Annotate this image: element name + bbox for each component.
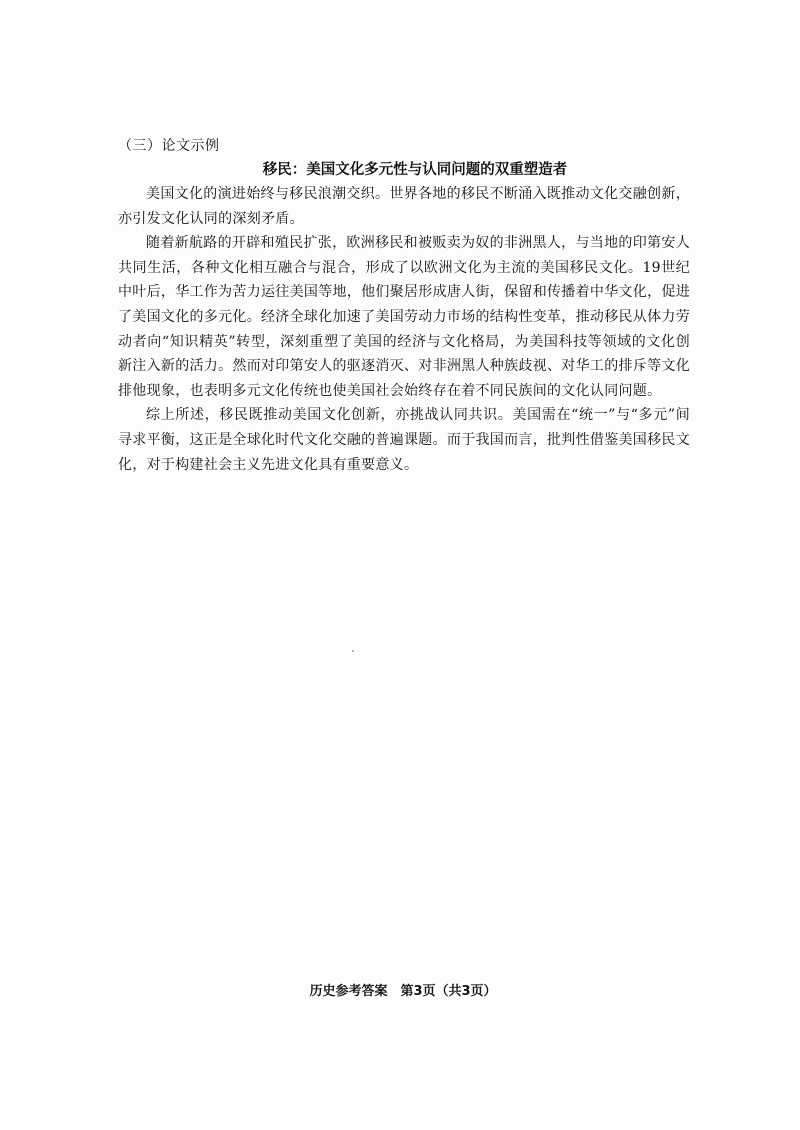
essay-paragraph-conclusion: 综上所述，移民既推动美国文化创新，亦挑战认同共识。美国需在“统一”与“多元”间寻求平衡，这正是全球化时代文化交融的普遍课题。而于我国而言，批判性借鉴美国移民文化，对于构建社会主义先进文化具有重要意义。 — [118, 407, 690, 473]
page-footer: 历史参考答案 第3页（共3页） — [309, 984, 497, 999]
essay-paragraph-intro: 美国文化的演进始终与移民浪潮交织。世界各地的移民不断涌入既推动文化交融创新，亦引发文化认同的深刻矛盾。 — [118, 186, 690, 227]
scan-speck — [352, 650, 354, 652]
essay-title: 移民：美国文化多元性与认同问题的双重塑造者 — [262, 162, 568, 178]
section-heading: （三）论文示例 — [118, 138, 220, 154]
essay-paragraph-argument: 随着新航路的开辟和殖民扩张，欧洲移民和被贩卖为奴的非洲黑人，与当地的印第安人共同生活，各种文化相互融合与混合，形成了以欧洲文化为主流的美国移民文化。19世纪中叶后，华工作为苦力运往美国等地，他们聚居形成唐人街，保留和传播着中华文化，促进了美国文化的多元化。经济全球化加速了美国劳动力市场的结构性变革，推动移民从体力劳动者向“知识精英”转型，深刻重塑了美国的经济与文化格局，为美国科技等领域的文化创新注入新的活力。然而对印第安人的驱逐消灭、对非洲黑人种族歧视、对华工的排斥等文化排他现象，也表明多元文化传统也使美国社会始终存在着不同民族间的文化认同问题。 — [118, 235, 690, 399]
essay-body — [118, 182, 690, 477]
